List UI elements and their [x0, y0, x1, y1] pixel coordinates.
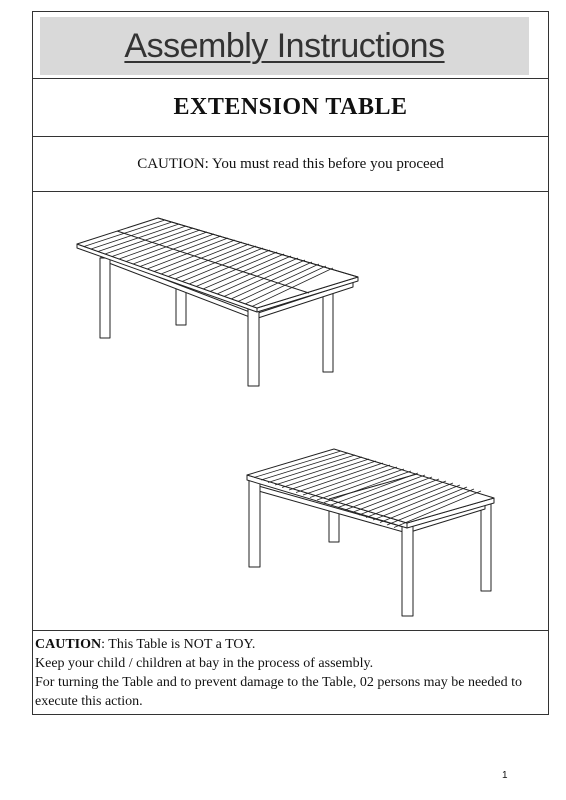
- table-leg: [481, 497, 491, 591]
- note-children: Keep your child / children at bay in the process of assembly.: [35, 656, 374, 671]
- caution-text: : This Table is NOT a TOY.: [101, 637, 256, 652]
- safety-notes: [35, 635, 548, 711]
- header-banner: [40, 17, 529, 75]
- extended-table-icon: [77, 218, 358, 386]
- table-leg: [100, 258, 110, 338]
- caution-label: CAUTION: [35, 637, 102, 652]
- table-leg: [249, 479, 260, 567]
- table-leg: [402, 524, 413, 616]
- caution-notice: CAUTION: You must read this before you proceed: [137, 155, 444, 172]
- banner-title: Assembly Instructions: [124, 26, 445, 65]
- document-frame: [32, 11, 549, 715]
- product-title-section: [33, 79, 548, 137]
- table-illustrations: [33, 192, 548, 629]
- table-leg: [329, 510, 339, 542]
- product-title: EXTENSION TABLE: [173, 94, 408, 120]
- closed-table-icon: [247, 449, 494, 616]
- illustration-section: [33, 192, 548, 631]
- caution-section: [33, 137, 548, 192]
- table-leg: [248, 304, 259, 386]
- note-two-persons: For turning the Table and to prevent damage to the Table, 02 persons may be needed to execute this action.: [35, 675, 522, 709]
- caution-line: [35, 635, 548, 654]
- table-leg: [323, 292, 333, 372]
- header-section: [33, 12, 548, 79]
- table-leg: [176, 287, 186, 325]
- page-number: 1: [502, 770, 508, 781]
